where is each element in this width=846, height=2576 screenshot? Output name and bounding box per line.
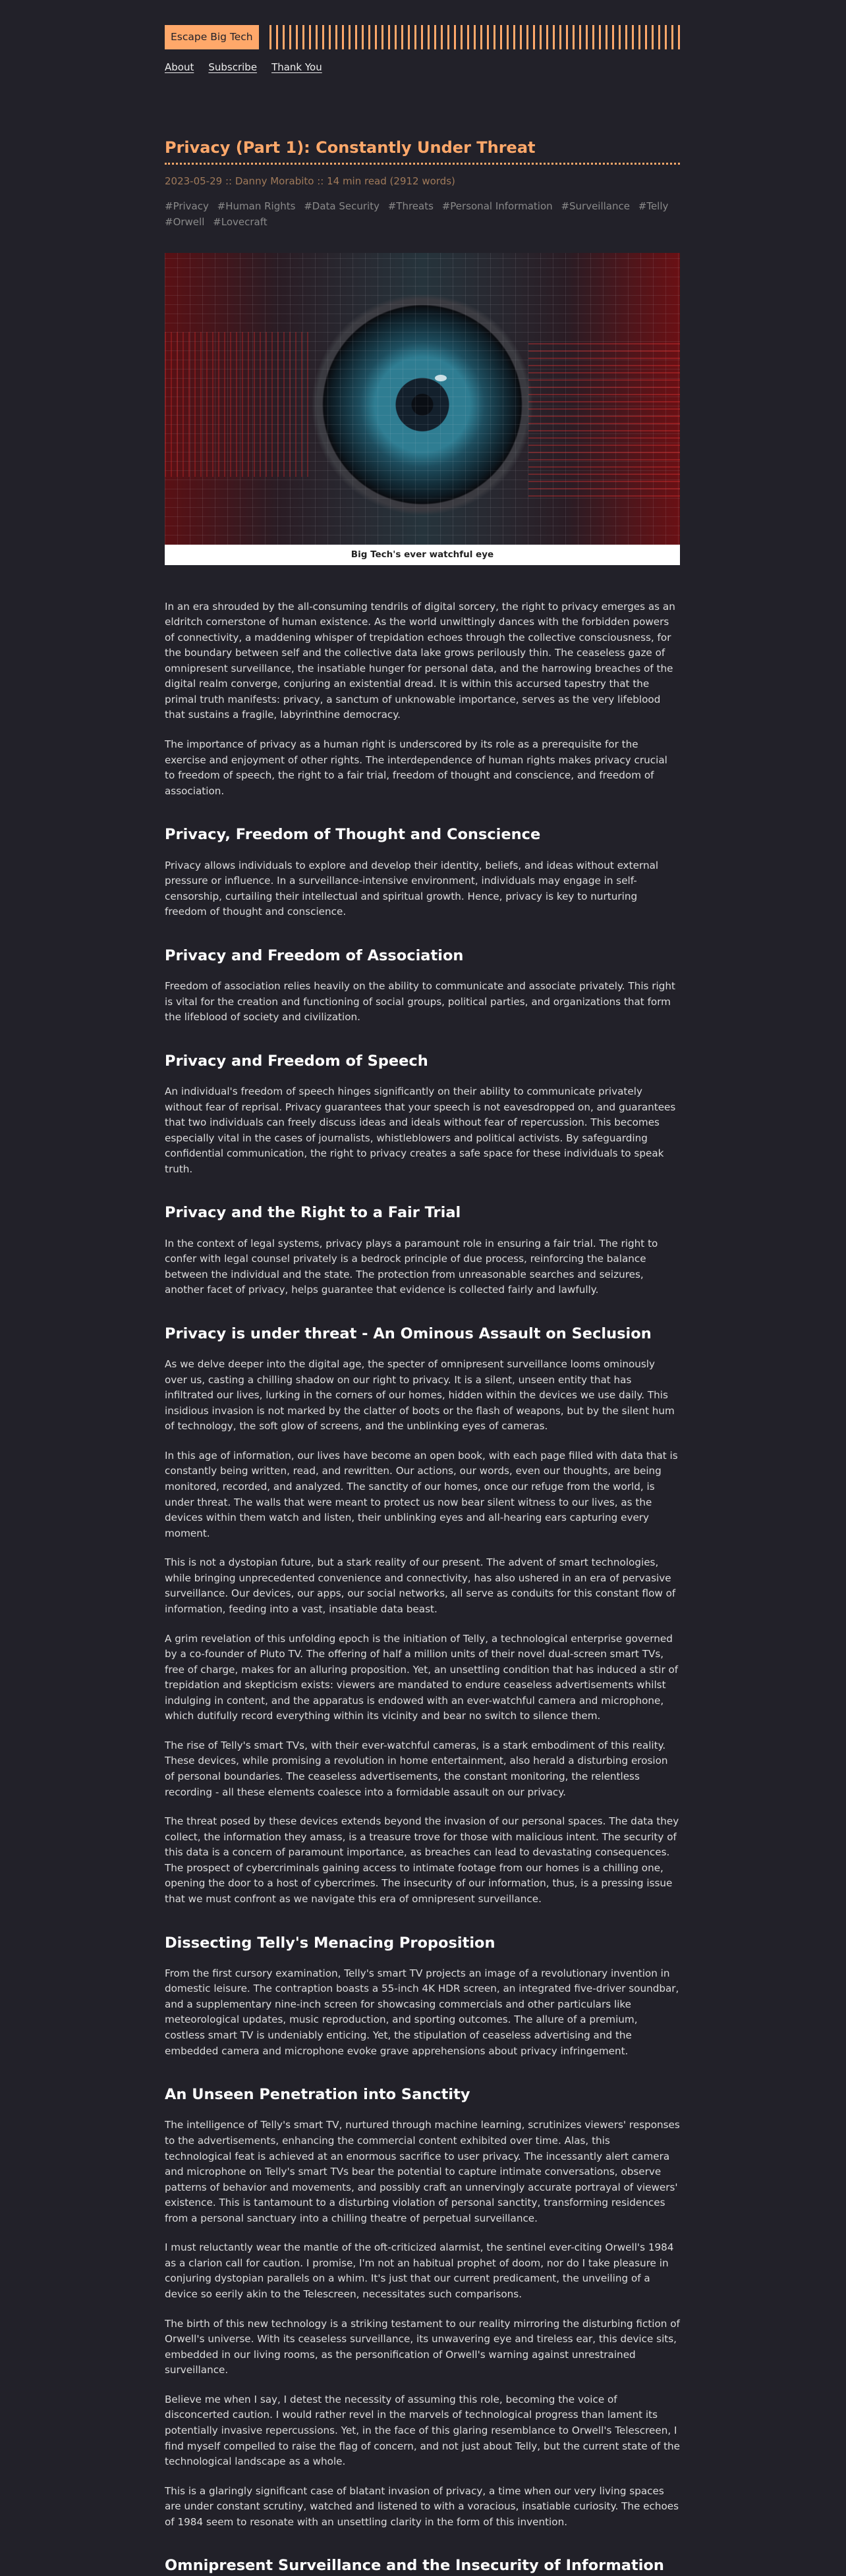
paragraph: The threat posed by these devices extends beyond the invasion of our personal spaces. The data they collect, the information they amass, is a treasure trove for those with malicious intent. The security of this data is a concern of paramount importance, as breaches can lead to devastating consequences. The prospect of cybercriminals gaining access to intimate footage from our homes is a chilling one, opening the door to a host of cybercrimes. The insecurity of our information, thus, is a pressing issue that we must confront as we navigate this era of omnipresent surveillance. <box>165 1815 679 1905</box>
paragraph: In this age of information, our lives have become an open book, with each page filled with data that is constantly being written, read, and rewritten. Our actions, our words, even our thoughts, are being monitored, recorded, and analyzed. The sanctity of our homes, once our refuge from the world, is under threat. The walls that were meant to protect us now bear silent witness to our lives, as the devices within them watch and listen, their unblinking eyes and all-hearing ears capturing every moment. <box>165 1449 678 1539</box>
section-heading: Privacy is under threat - An Ominous Assault on Seclusion <box>165 1325 652 1342</box>
post-cover-figure <box>165 253 680 565</box>
tag-link[interactable]: #Telly <box>638 200 669 212</box>
tag-link[interactable]: #Data Security <box>304 200 380 212</box>
section-heading: An Unseen Penetration into Sanctity <box>165 2086 470 2104</box>
logo-cursor-bars <box>269 25 680 49</box>
tag-link[interactable]: #Surveillance <box>561 200 630 212</box>
paragraph: The rise of Telly's smart TVs, with their ever-watchful cameras, is a stark embodiment of this reality. These devices, while promising a revolution in home entertainment, also herald a disturbing erosion of personal boundaries. The ceaseless advertisements, the constant monitoring, the relentless recording - all these elements coalesce into a formidable assault on our privacy. <box>165 1739 668 1798</box>
paragraph: In an era shrouded by the all-consuming tendrils of digital sorcery, the right to privacy emerges as an eldritch cornerstone of human existence. As the world unwittingly dances with the forbidden powers of connectivity, a maddening whisper of trepidation echoes through the collective consciousness, for the boundary between self and the collective data lake grows perilously thin. The ceaseless gaze of omnipresent surveillance, the insatiable hunger for personal data, and the harrowing breaches of the digital realm converge, conjuring an existential dread. It is within this accursed tapestry that the primal truth manifests: privacy, a sanctum of unknowable importance, serves as the very lifeblood that sustains a fragile, labyrinthine democracy. <box>165 600 675 721</box>
tag-link[interactable]: #Human Rights <box>217 200 296 212</box>
tag-link[interactable]: #Privacy <box>165 200 209 212</box>
section-heading: Privacy, Freedom of Thought and Conscience <box>165 826 541 844</box>
image-caption: Big Tech's ever watchful eye <box>165 545 680 565</box>
site-logo[interactable]: Escape Big Tech <box>165 25 259 49</box>
post-content <box>165 599 680 2576</box>
section-heading: Privacy and the Right to a Fair Trial <box>165 1204 461 1222</box>
paragraph: As we delve deeper into the digital age, the specter of omnipresent surveillance looms ominously over us, casting a chilling shadow on our right to privacy. It is a silent, unseen entity that has infiltrated our lives, lurking in the corners of our homes, hidden within the devices we use daily. This insidious invasion is not marked by the clatter of boots or the flash of weapons, but by the silent hum of technology, the soft glow of screens, and the unblinking eyes of cameras. <box>165 1358 675 1433</box>
paragraph: In the context of legal systems, privacy plays a paramount role in ensuring a fair trial. The right to confer with legal counsel privately is a bedrock principle of due process, reinforcing the balance between the individual and the state. The protection from unreasonable searches and seizures, another facet of privacy, helps guarantee that evidence is collected fairly and lawfully. <box>165 1237 658 1296</box>
section-heading: Privacy and Freedom of Speech <box>165 1052 428 1070</box>
tag-link[interactable]: #Lovecraft <box>213 215 268 228</box>
paragraph: The birth of this new technology is a striking testament to our reality mirroring the disturbing fiction of Orwell's universe. With its ceaseless surveillance, its unwavering eye and tireless ear, this device sits, embedded in our living rooms, as the personification of Orwell's warning against unrestrained surveillance. <box>165 2317 680 2376</box>
section-heading: Omnipresent Surveillance and the Insecurity of Information <box>165 2557 664 2575</box>
paragraph: Freedom of association relies heavily on the ability to communicate and associate privately. This right is vital for the creation and functioning of social groups, political parties, and organizations that form the lifeblood of society and civilization. <box>165 980 675 1024</box>
paragraph: An individual's freedom of speech hinges significantly on their ability to communicate privately without fear of reprisal. Privacy guarantees that your speech is not eavesdropped on, and guarantees that two individuals can freely discuss ideas and ideals without fear of repercussion. This becomes especially vital in the cases of journalists, whistleblowers and political activists. By safeguarding confidential communication, the right to privacy creates a safe space for these individuals to speak truth. <box>165 1085 676 1175</box>
post-title[interactable]: Privacy (Part 1): Constantly Under Threat <box>165 138 680 165</box>
red-circuit-right <box>528 339 680 497</box>
page-container <box>165 24 680 2576</box>
eye-glint <box>435 375 447 381</box>
tag-link[interactable]: #Orwell <box>165 215 205 228</box>
paragraph: This is not a dystopian future, but a stark reality of our present. The advent of smart technologies, while bringing unprecedented convenience and connectivity, has also ushered in an era of pervasive surveillance. Our devices, our apps, our social networks, all serve as conduits for this constant flow of information, feeding into a vast, insatiable data beast. <box>165 1556 676 1615</box>
site-header <box>165 24 680 49</box>
red-circuit-left <box>165 332 310 477</box>
tag-link[interactable]: #Personal Information <box>441 200 553 212</box>
post-tags <box>165 198 680 230</box>
post-meta: 2023-05-29 :: Danny Morabito :: 14 min read (2912 words) <box>165 175 455 188</box>
watchful-eye-image <box>165 253 680 545</box>
section-heading: Privacy and Freedom of Association <box>165 946 464 964</box>
paragraph: This is a glaringly significant case of blatant invasion of privacy, a time when our very living spaces are under constant scrutiny, watched and listened to with a voracious, insatiable curiosity. The echoes of 1984 seem to resonate with an unsettling clarity in the form of this invention. <box>165 2484 679 2528</box>
nav-thank-you-link[interactable]: Thank You <box>271 61 322 73</box>
tag-link[interactable]: #Threats <box>387 200 434 212</box>
paragraph: Privacy allows individuals to explore and develop their identity, beliefs, and ideas without external pressure or influence. In a surveillance-intensive environment, individuals may engage in self-censorship, curtailing their intellectual and spiritual growth. Hence, privacy is key to nurturing freedom of thought and conscience. <box>165 859 659 918</box>
paragraph: I must reluctantly wear the mantle of the oft-criticized alarmist, the sentinel ever-citing Orwell's 1984 as a clarion call for caution. I promise, I'm not an habitual prophet of doom, nor do I take pleasure in conjuring dystopian parallels on a whim. It's just that our current predicament, the unveiling of a device so eerily akin to the Telescreen, necessitates such comparisons. <box>165 2241 674 2300</box>
section-heading: Dissecting Telly's Menacing Proposition <box>165 1934 495 1952</box>
paragraph: The importance of privacy as a human right is underscored by its role as a prerequisite for the exercise and enjoyment of other rights. The interdependence of human rights makes privacy crucial to freedom of speech, the right to a fair trial, freedom of thought and conscience, and freedom of association. <box>165 738 667 797</box>
main-nav <box>165 60 680 75</box>
nav-about-link[interactable]: About <box>165 61 194 73</box>
paragraph: The intelligence of Telly's smart TV, nurtured through machine learning, scrutinizes viewers' responses to the advertisements, enhancing the commercial content exhibited over time. Alas, this technological feat is achieved at an enormous sacrifice to user privacy. The incessantly alert camera and microphone on Telly's smart TVs bear the potential to capture intimate conversations, observe patterns of behavior and movements, and possibly craft an unnervingly accurate portrayal of viewers' existence. This is tantamount to a disturbing violation of personal sanctity, transforming residences from a personal sanctuary into a chilling theatre of perpetual surveillance. <box>165 2119 680 2224</box>
paragraph: From the first cursory examination, Telly's smart TV projects an image of a revolutionary invention in domestic leisure. The contraption boasts a 55-inch 4K HDR screen, an integrated five-driver soundbar, and a supplementary nine-inch screen for showcasing commercials and other particulars like meteorological updates, music reproduction, and sporting outcomes. The allure of a premium, costless smart TV is undeniably enticing. Yet, the stipulation of ceaseless advertising and the embedded camera and microphone evoke grave apprehensions about privacy infringement. <box>165 1967 679 2057</box>
nav-subscribe-link[interactable]: Subscribe <box>208 61 258 73</box>
paragraph: A grim revelation of this unfolding epoch is the initiation of Telly, a technological enterprise governed by a co-founder of Pluto TV. The offering of half a million units of their novel dual-screen smart TVs, free of charge, makes for an alluring proposition. Yet, an unsettling condition that has induced a stir of trepidation and skepticism exists: viewers are mandated to endure ceaseless advertisements whilst indulging in content, and the apparatus is endowed with an ever-watchful camera and microphone, which dutifully record everything within its vicinity and bear no switch to silence them. <box>165 1632 679 1722</box>
paragraph: Believe me when I say, I detest the necessity of assuming this role, becoming the voice of disconcerted caution. I would rather revel in the marvels of technological progress than lament its potentially invasive repercussions. Yet, in the face of this glaring resemblance to Orwell's Telescreen, I find myself compelled to raise the flag of concern, and not just about Telly, but the current state of the technological landscape as a whole. <box>165 2393 680 2468</box>
